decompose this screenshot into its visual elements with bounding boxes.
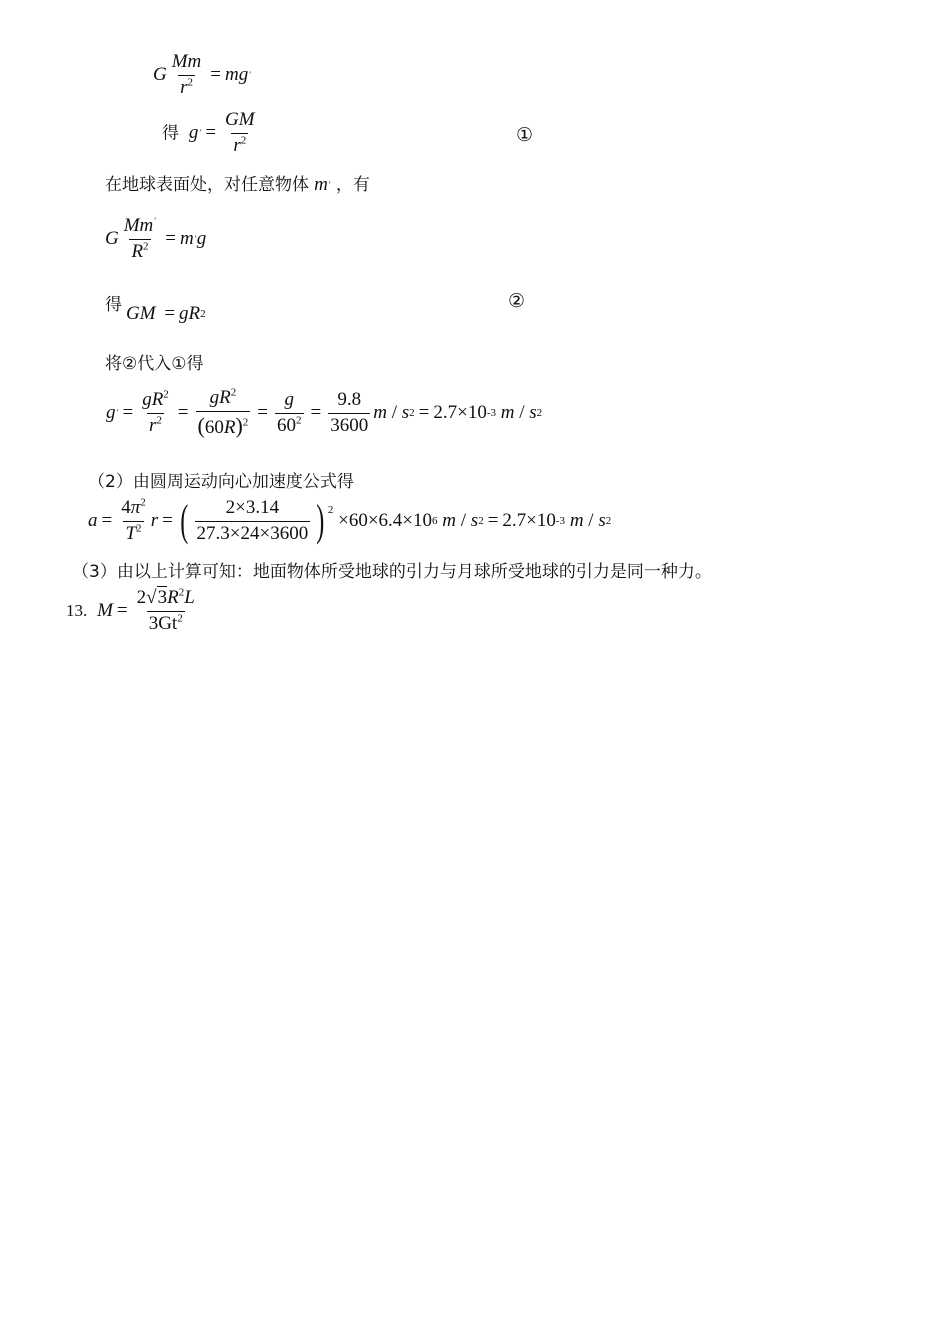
equation-centripetal: a = $\frac{4\pi^2}{T^2}$ r = ( $\frac{2\times 3.14}{27.3\times 24\times 3600}$ ) 2 ×60×6.4×10 6 m / s 2 = 2.7 ×10 -3 m / s 2 <box>88 496 612 546</box>
question-13: 13. M = $\frac{2√3R^2L}{3Gt^2}$ <box>66 586 195 634</box>
equation-gm: GM = gR 2 <box>126 303 206 324</box>
q13-label: 13. <box>66 601 88 621</box>
surface-statement: 在地球表面处，对任意物体 m ′ ，有 <box>105 174 370 195</box>
part2-text: （2）由圆周运动向心加速度公式得 <box>88 472 354 492</box>
equation-result-g: g ′ = $\frac{gR^2}{r^2}$ = $\frac{gR^2}{(60R)^2}$ = $\frac{g}{60^2}$ = $\frac{9.8}{3600}$ m / s 2 = 2.7 ×10 -3 m / s 2 <box>106 386 543 438</box>
part3-text: （3）由以上计算可知：地面物体所受地球的引力与月球所受地球的引力是同一种力。 <box>72 562 712 582</box>
equation-gravity: G $\frac{Mm}{r^2}$ = mg ′ <box>153 51 252 98</box>
equation-derive-g: 得 g ′ = $\frac{GM}{r^2}$ <box>162 109 255 156</box>
de-prefix: 得 <box>105 295 122 315</box>
equation-label-1: ① <box>516 124 534 146</box>
derive-prefix: 得 <box>162 123 179 144</box>
equation-label-2: ② <box>508 290 526 312</box>
substitute-text: 将②代入①得 <box>105 354 204 374</box>
equation-surface: G $\frac{Mm'}{R^2}$ = m ′ g <box>105 215 207 262</box>
